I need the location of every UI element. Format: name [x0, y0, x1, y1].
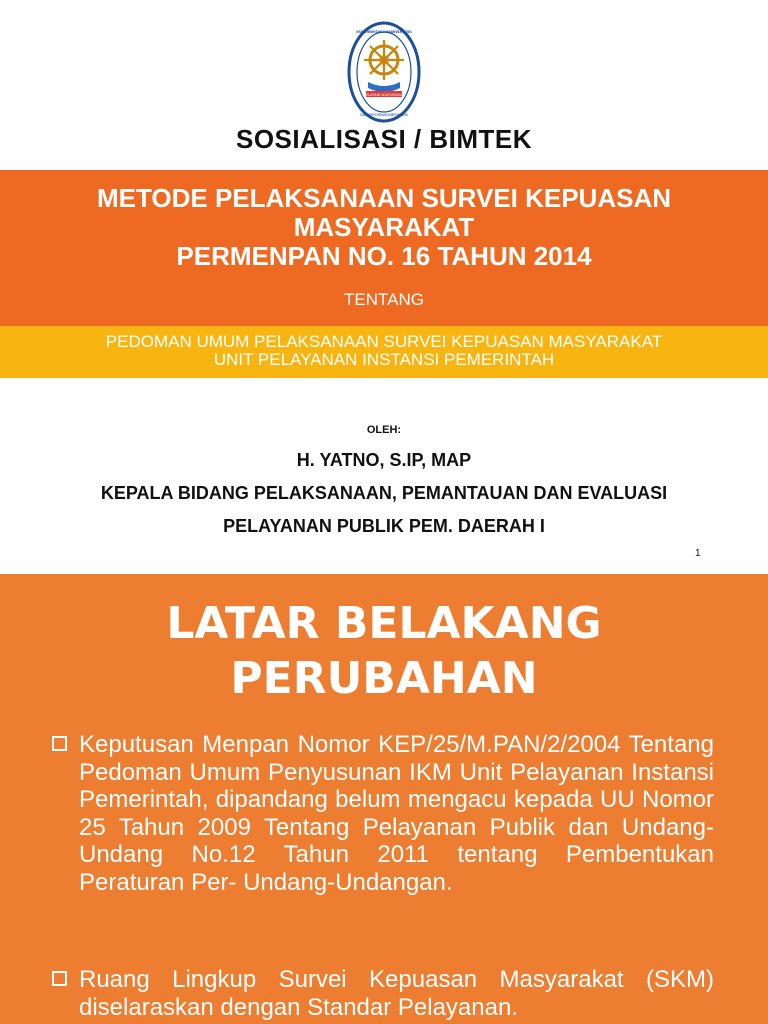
oleh-label: OLEH: — [366, 424, 402, 436]
checkbox-square-icon — [52, 736, 67, 751]
subtitle-line-1: PEDOMAN UMUM PELAKSANAAN SURVEI KEPUASAN MASYARAKAT — [105, 332, 663, 351]
logo-banner: MELAYANI MASYARAKAT — [362, 93, 406, 97]
bullet-text: Keputusan Menpan Nomor KEP/25/M.PAN/2/2004 Tentang Pedoman Umum Penyusunan IKM Unit Pelayanan Instansi Pemerintah, dipandang belum mengacu kepada UU Nomor 25 Tahun 2009 Tentang Pelayanan Publik dan Undang-Undang No.12 Tahun 2011 tentang Pembentukan Peraturan Per- Undang-Undangan. — [79, 731, 714, 896]
kemenpan-rb-logo — [346, 20, 422, 124]
title-line-3: PERMENPAN NO. 16 TAHUN 2014 — [176, 241, 592, 271]
title-line-2: MASYARAKAT — [293, 212, 475, 242]
bullet-item — [52, 966, 714, 1021]
author-position-line-2: PELAYANAN PUBLIK PEM. DAERAH I — [223, 516, 545, 536]
logo-text-bottom: DAN REFORMASI BIROKRASI — [360, 112, 408, 117]
main-title — [0, 184, 768, 271]
slide-2-title — [0, 596, 768, 706]
page-number: 1 — [695, 548, 701, 559]
subtitle — [0, 333, 768, 369]
title-band — [0, 170, 768, 326]
checkbox-square-icon — [52, 971, 67, 986]
subtitle-line-2: UNIT PELAYANAN INSTANSI PEMERINTAH — [213, 350, 555, 369]
author-position-line-1: KEPALA BIDANG PELAKSANAAN, PEMANTAUAN DAN EVALUASI — [100, 483, 668, 503]
subtitle-band — [0, 326, 768, 378]
slide-2-title-line-1: LATAR BELAKANG — [166, 598, 602, 649]
heading: SOSIALISASI / BIMTEK — [235, 124, 533, 154]
bullet-text: Ruang Lingkup Survei Kepuasan Masyarakat (SKM) diselaraskan dengan Standar Pelayanan. — [79, 966, 714, 1021]
tentang-label: TENTANG — [344, 290, 424, 309]
slide-2-title-line-2: PERUBAHAN — [230, 653, 538, 704]
slide-2 — [0, 574, 768, 1024]
logo-text-top: KEMENTERIAN PENDAYAGUNAAN APARATUR NEGARA — [356, 29, 412, 34]
author-name: H. YATNO, S.IP, MAP — [296, 450, 472, 470]
bullet-item — [52, 731, 714, 896]
title-line-1: METODE PELAKSANAAN SURVEI KEPUASAN — [96, 183, 671, 213]
